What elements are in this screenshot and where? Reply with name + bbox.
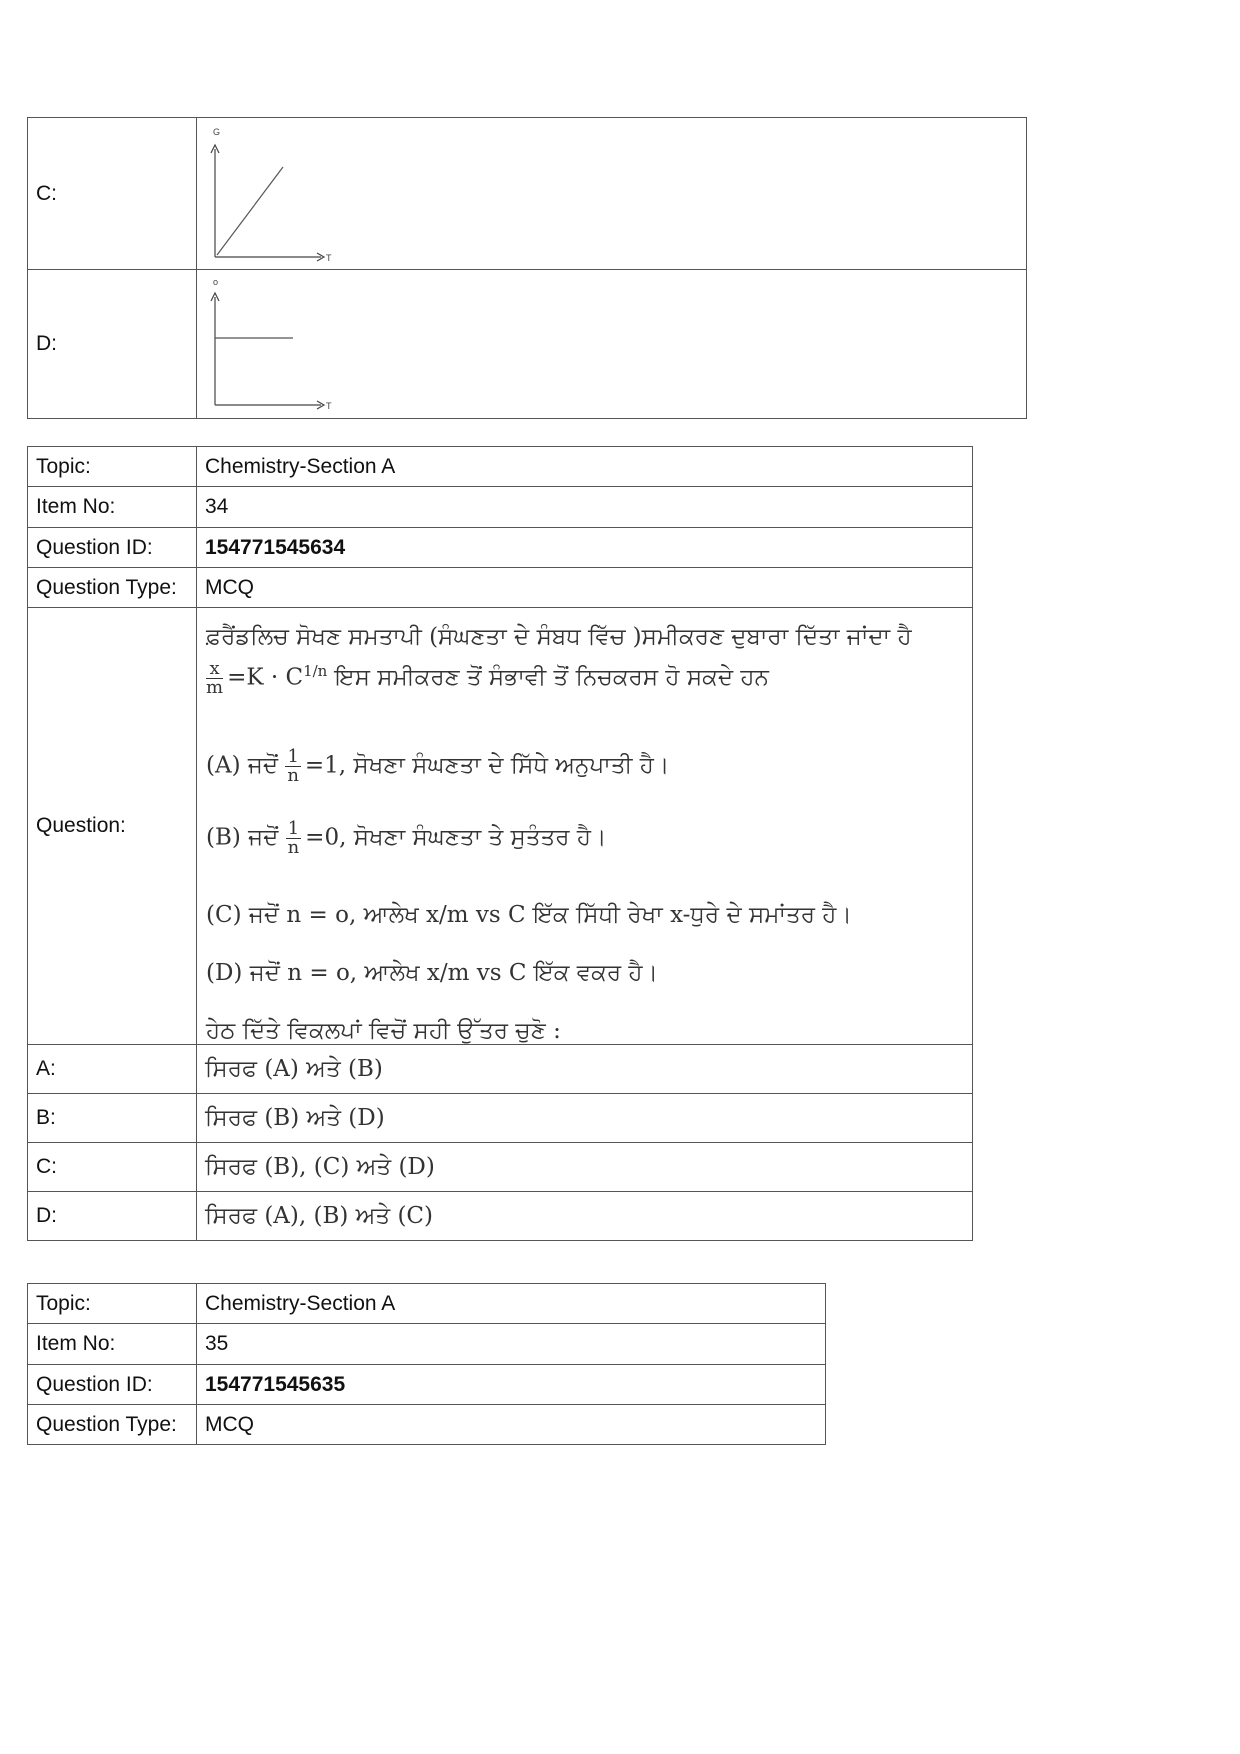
question-type-label: Question Type: [28,568,197,608]
question-line-2-rest: ਇਸ ਸਮੀਕਰਣ ਤੋਂ ਸੰਭਾਵੀ ਤੋਂ ਨਿਚਕਰਸ ਹੋ ਸਕਦੇ ਹਨ [334,664,769,691]
question-type-label: Question Type: [28,1405,197,1445]
option-a-label: A: [28,1045,197,1094]
question-label: Question: [28,608,197,1045]
equation-exponent: 1/n [303,661,328,680]
statement-a-rest: =1, ਸੋਖਣਾ ਸੰਘਣਤਾ ਦੇ ਸਿੱਧੇ ਅਨੁਪਾਤੀ ਹੈ। [304,752,670,779]
topic-label: Topic: [28,447,197,487]
statement-b [206,820,606,857]
item-no-value: 34 [197,487,973,528]
question-instruction: ਹੇਠ ਦਿੱਤੇ ਵਿਕਲਪਾਂ ਵਿਚੋਂ ਸਹੀ ਉੱਤਰ ਚੁਣੋ : [206,1018,561,1044]
question-35-table [27,1283,826,1445]
graph-d-y-label: o [213,277,219,287]
equation-denominator: m [206,677,224,698]
option-c-label: C: [28,1143,197,1192]
option-d-graph-cell [197,270,1027,419]
equation-numerator: x [206,660,223,679]
prev-options-table [27,117,1027,419]
question-id-value: 154771545634 [197,528,973,568]
statement-d: (D) ਜਦੋਂ n = o, ਆਲੇਖ x/m vs C ਇੱਕ ਵਕਰ ਹੈ। [206,960,659,986]
option-c-graph-cell [197,118,1027,270]
statement-c: (C) ਜਦੋਂ n = o, ਆਲੇਖ x/m vs C ਇੱਕ ਸਿੱਧੀ ਰੇਖਾ x-ਧੁਰੇ ਦੇ ਸਮਾਂਤਰ ਹੈ। [206,902,852,928]
topic-label: Topic: [28,1284,197,1324]
option-c-label: C: [28,118,197,270]
topic-value: Chemistry-Section A [197,447,973,487]
topic-value: Chemistry-Section A [197,1284,826,1324]
graph-d-x-label: T [326,401,332,411]
option-a-text: ਸਿਰਫ (A) ਅਤੇ (B) [197,1045,973,1094]
statement-b-frac-num: 1 [287,818,300,839]
question-type-value: MCQ [197,1405,826,1445]
statement-b-fraction [286,820,301,857]
option-c-text: ਸਿਰਫ (B), (C) ਅਤੇ (D) [197,1143,973,1192]
statement-a-frac-den: n [287,765,299,786]
option-d-graph [203,271,363,417]
statement-b-prefix: (B) ਜਦੋਂ [206,824,279,851]
option-d-label: D: [28,1192,197,1241]
option-c-graph [203,119,363,269]
statement-a [206,748,669,785]
item-no-label: Item No: [28,1324,197,1365]
option-b-text: ਸਿਰਫ (B) ਅਤੇ (D) [197,1094,973,1143]
question-id-value: 154771545635 [197,1365,826,1405]
question-id-label: Question ID: [28,1365,197,1405]
statement-a-fraction [285,748,300,785]
equation-rhs: =K · C [227,664,304,691]
statement-a-prefix: (A) ਜਦੋਂ [206,752,279,779]
question-id-label: Question ID: [28,528,197,568]
option-d-label: D: [28,270,197,419]
statement-b-frac-den: n [287,837,300,858]
option-d-text: ਸਿਰਫ (A), (B) ਅਤੇ (C) [197,1192,973,1241]
graph-c-line [217,167,283,255]
graph-c-y-label: G [213,126,221,137]
graph-c-x-label: T [326,252,332,263]
question-line-2 [206,660,769,697]
question-type-value: MCQ [197,568,973,608]
statement-a-frac-num: 1 [287,746,299,767]
equation-fraction [206,660,223,697]
statement-b-rest: =0, ਸੋਖਣਾ ਸੰਘਣਤਾ ਤੇ ਸੁਤੰਤਰ ਹੈ। [305,824,607,851]
item-no-label: Item No: [28,487,197,528]
option-b-label: B: [28,1094,197,1143]
question-line-1: ਫ਼ਰੈਂਡਲਿਚ ਸੋਖਣ ਸਮਤਾਪੀ (ਸੰਘਣਤਾ ਦੇ ਸੰਬਧ ਵਿੱਚ )ਸਮੀਕਰਣ ਦੁਬਾਰਾ ਦਿੱਤਾ ਜਾਂਦਾ ਹੈ [206,624,912,650]
item-no-value: 35 [197,1324,826,1365]
